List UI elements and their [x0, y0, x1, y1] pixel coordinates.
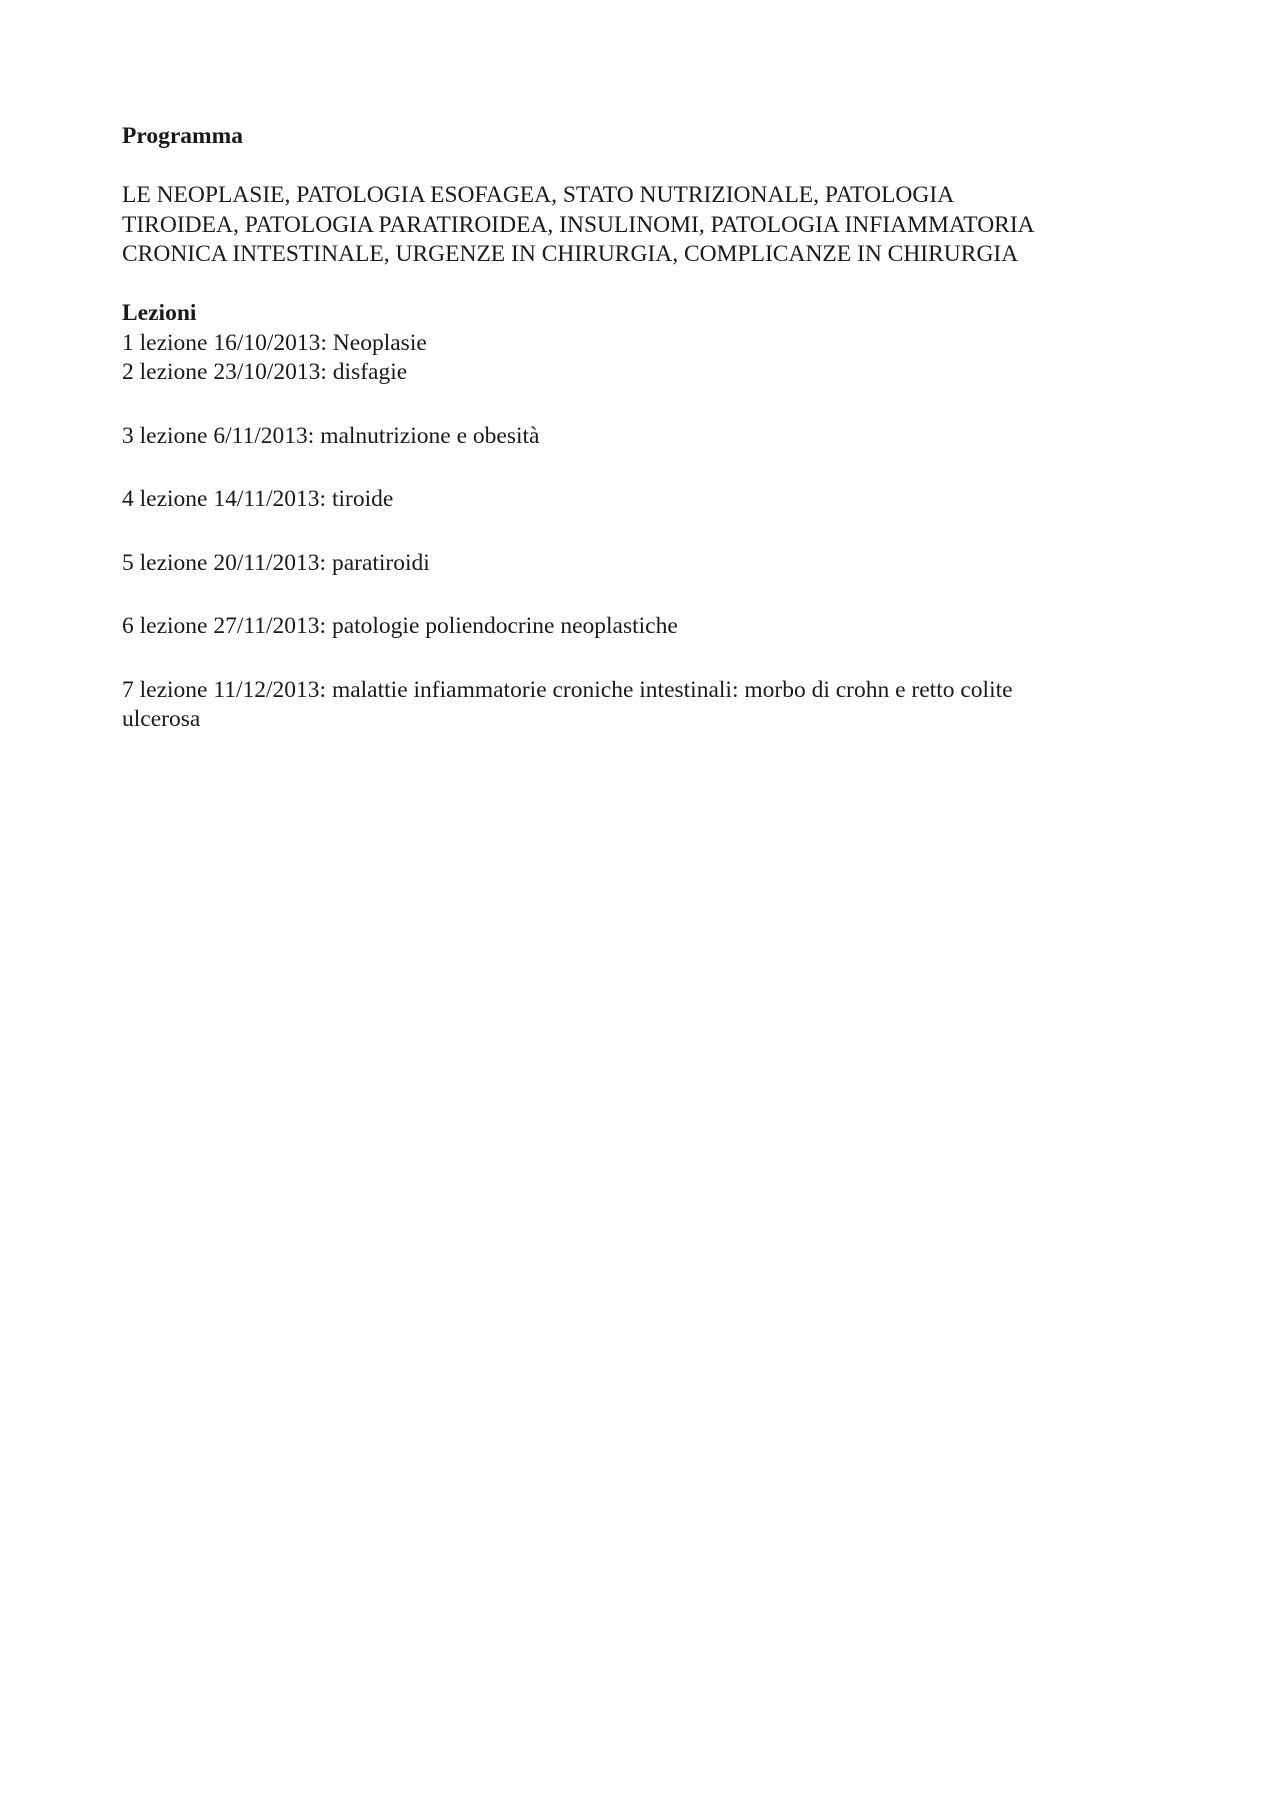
topics-line: TIROIDEA, PATOLOGIA PARATIROIDEA, INSULINOMI, PATOLOGIA INFIAMMATORIA	[122, 211, 1035, 238]
program-topics	[122, 181, 1162, 270]
document-content	[122, 122, 1162, 735]
lesson-item: 1 lezione 16/10/2013: Neoplasie	[122, 329, 427, 356]
lesson-item-continuation: ulcerosa	[122, 706, 201, 732]
program-heading: Programma	[122, 123, 243, 149]
lesson-item: 3 lezione 6/11/2013: malnutrizione e obesità	[122, 422, 540, 449]
lessons-list	[122, 329, 1162, 735]
lesson-item: 7 lezione 11/12/2013: malattie infiammatorie croniche intestinali: morbo di crohn e retto colite	[122, 676, 1013, 703]
topics-line: CRONICA INTESTINALE, URGENZE IN CHIRURGIA, COMPLICANZE IN CHIRURGIA	[122, 241, 1019, 267]
lesson-item: 2 lezione 23/10/2013: disfagie	[122, 359, 408, 385]
lesson-item: 5 lezione 20/11/2013: paratiroidi	[122, 549, 430, 576]
topics-line: LE NEOPLASIE, PATOLOGIA ESOFAGEA, STATO NUTRIZIONALE, PATOLOGIA	[122, 182, 955, 208]
lessons-heading: Lezioni	[122, 300, 197, 326]
lesson-item: 6 lezione 27/11/2013: patologie poliendocrine neoplastiche	[122, 613, 678, 639]
lesson-item: 4 lezione 14/11/2013: tiroide	[122, 486, 394, 512]
